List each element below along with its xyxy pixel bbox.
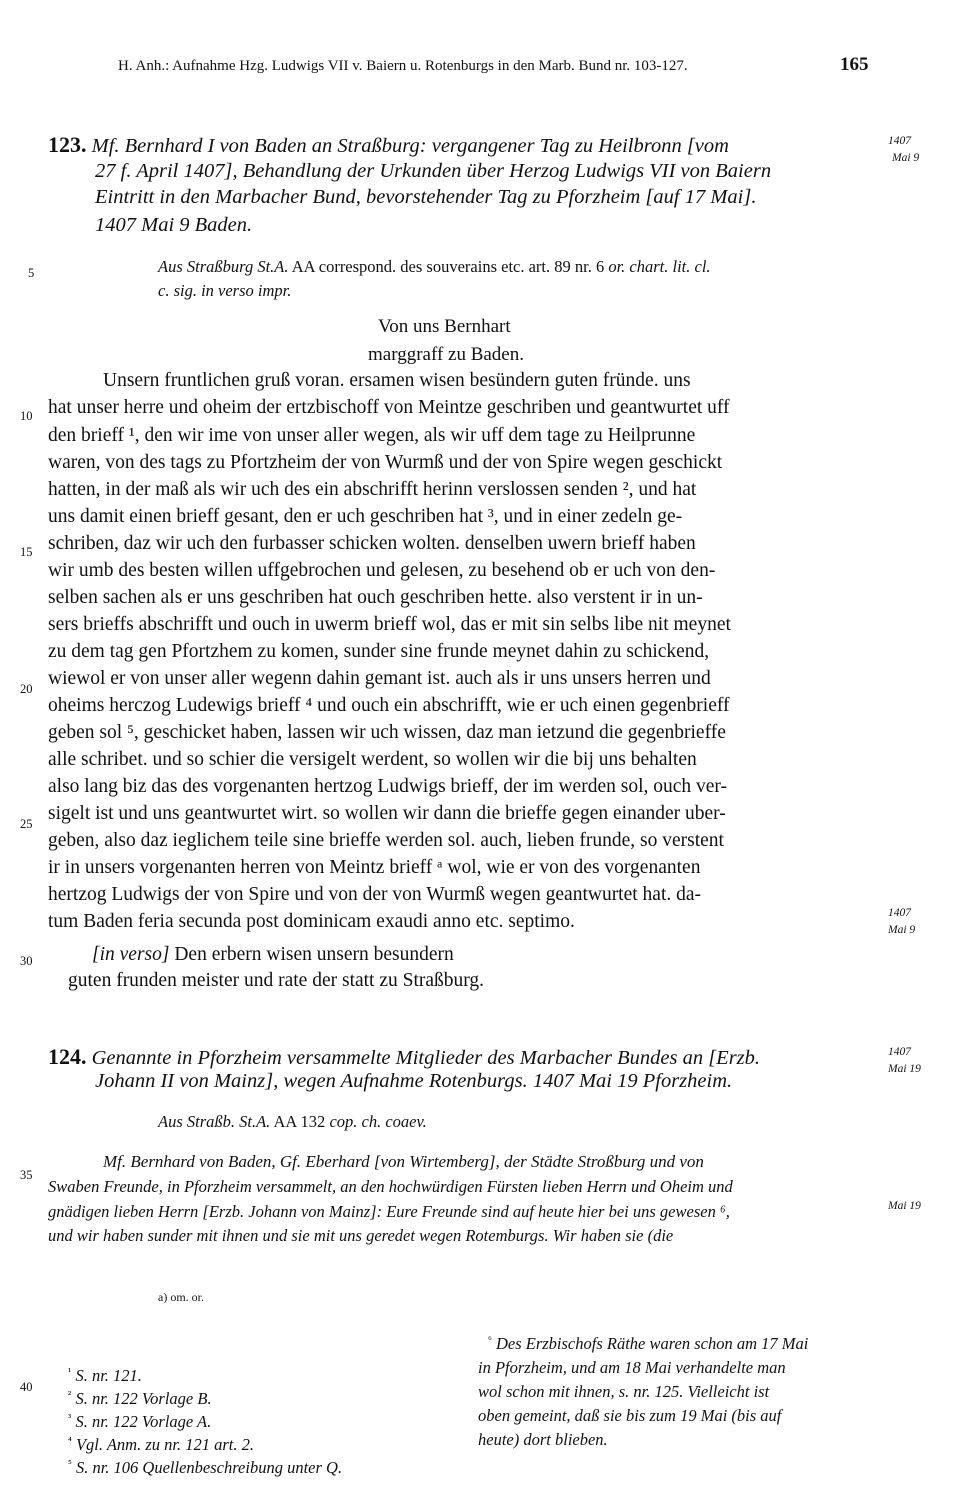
doc124-number: 124.	[48, 1044, 87, 1069]
line-number: 5	[28, 266, 35, 280]
doc123-number: 123.	[48, 132, 87, 157]
text-line: alle schribet. und so schier die versigelt werdent, so wollen wir die bij uns behalten	[48, 749, 697, 770]
line-number: 20	[20, 682, 33, 696]
page-number: 165	[840, 54, 869, 75]
line-number: 15	[20, 545, 33, 559]
doc123-rubric-line-2: 27 f. April 1407], Behandlung der Urkunden über Herzog Ludwigs VII von Baiern	[95, 160, 772, 182]
address-line-2: guten frunden meister und rate der statt zu Straßburg.	[68, 970, 485, 991]
text-line: geben, also daz ieglichem teile sine brieffe werden sol. auch, lieben frunde, so verstent	[48, 830, 724, 851]
text-line: hat unser herre und oheim der ertzbischoff von Meintze geschriben und geantwurtet uff	[48, 397, 730, 418]
text-line: schriben, daz wir uch den furbasser schicken wolten. denselben uwern brieff haben	[48, 533, 696, 554]
doc124-rubric-line-2: Johann II von Mainz], wegen Aufnahme Rotenburgs. 1407 Mai 19 Pforzheim.	[95, 1070, 733, 1092]
text-line: ir in unsers vorgenanten herren von Meintz brieff ᵃ wol, wie er von des vorgenanten	[48, 857, 701, 878]
doc124-rubric-line-1: 124. Genannte in Pforzheim versammelte Mitglieder des Marbacher Bundes an [Erzb.	[48, 1044, 761, 1069]
doc123-rubric-line-4: 1407 Mai 9 Baden.	[95, 214, 253, 236]
text-line: zu dem tag gen Pfortzhem zu komen, sunder sine frunde meynet dahin zu schickend,	[48, 641, 710, 662]
footnote: $^{^1}$ S. nr. 121.	[68, 1366, 142, 1385]
summary-line: gnädigen lieben Herrn [Erzb. Johann von Mainz]: Eure Freunde sind auf heute hier bei uns gewesen ⁶,	[48, 1202, 730, 1221]
line-number: 10	[20, 409, 33, 423]
line-number: 35	[20, 1168, 33, 1182]
footnote-6: $^{^6}$ Des Erzbischofs Räthe waren schon am 17 Mai	[488, 1334, 809, 1353]
text-line: also lang biz das des vorgenanten hertzog Ludwigs brieff, der im werden sol, ouch ver-	[48, 776, 728, 797]
doc123-margin-date: 1407 Mai 9	[888, 135, 920, 164]
line-number: 30	[20, 954, 33, 968]
text-line: oheims herczog Ludewigs brieff ⁴ und ouch ein abschrifft, wie er uch einen gegenbrieff	[48, 695, 730, 716]
text-line: tum Baden feria secunda post dominicam exaudi anno etc. septimo.	[48, 911, 575, 932]
text-line: den brieff ¹, den wir ime von unser aller wegen, als wir uff dem tage zu Heilprunne	[48, 425, 696, 446]
line-number: 40	[20, 1380, 33, 1394]
footnote: $^{^5}$ S. nr. 106 Quellenbeschreibung unter Q.	[68, 1458, 343, 1477]
doc124-summary-margin-date: Mai 19	[888, 1200, 921, 1212]
text-line: selben sachen als er uns geschriben hat ouch geschriben hette. also verstent ir in un-	[48, 587, 703, 608]
doc123-rubric-line-1: 123. Mf. Bernhard I von Baden an Straßburg: vergangener Tag zu Heilbronn [vom	[48, 132, 729, 157]
text-line: sigelt ist und uns geantwurtet wirt. so wollen wir dann die brieffe gegen einander uber-	[48, 803, 726, 824]
footnote: $^{^2}$ S. nr. 122 Vorlage B.	[68, 1389, 212, 1408]
address-line-1: [in verso] Den erbern wisen unsern besundern	[92, 944, 454, 965]
summary-line: und wir haben sunder mit ihnen und sie mit uns geredet wegen Rotemburgs. Wir haben sie (die	[48, 1226, 674, 1245]
footnote-6-line: oben gemeint, daß sie bis zum 19 Mai (bis auf	[478, 1406, 782, 1425]
footnote-6-line: heute) dort blieben.	[478, 1430, 608, 1449]
footnote-6-line: in Pforzheim, und am 18 Mai verhandelte man	[478, 1358, 786, 1377]
text-line: wir umb des besten willen uffgebrochen und gelesen, zu besehend ob er uch von den-	[48, 560, 716, 581]
footnote-6-line: wol schon mit ihnen, s. nr. 125. Vielleicht ist	[478, 1382, 770, 1401]
text-line: geben sol ⁵, geschicket haben, lassen wir uch wissen, daz man ietzund die gegenbrieffe	[48, 722, 726, 743]
textual-note-a: a) om. or.	[158, 1290, 204, 1304]
text-line: sers brieffs abschrifft und ouch in uwerm brieff wol, das er mit sin selbs libe nit meynet	[48, 614, 731, 635]
salutation-line-1: Von uns Bernhart	[378, 316, 511, 337]
doc124-source: Aus Straßb. St.A. AA 132 cop. ch. coaev.	[158, 1112, 427, 1131]
doc123-end-margin-date: 1407 Mai 9	[888, 907, 916, 936]
text-line: Unsern fruntlichen gruß voran. ersamen wisen besündern guten fründe. uns	[103, 370, 691, 391]
doc123-rubric-line-3: Eintritt in den Marbacher Bund, bevorstehender Tag zu Pforzheim [auf 17 Mai].	[95, 186, 757, 208]
salutation-line-2: marggraff zu Baden.	[368, 344, 524, 365]
text-line: uns damit einen brieff gesant, den er uch geschriben hat ³, und in einer zedeln ge-	[48, 506, 683, 527]
footnote: $^{^4}$ Vgl. Anm. zu nr. 121 art. 2.	[68, 1435, 254, 1454]
text-line: wiewol er von unser aller wegenn dahin gemant ist. auch als ir uns unsers herren und	[48, 668, 711, 689]
text-line: hatten, in der maß als wir uch des ein abschrifft herinn verslossen senden ², und hat	[48, 479, 697, 500]
text-line: waren, von des tags zu Pfortzheim der von Wurmß und der von Spire wegen geschickt	[48, 452, 723, 473]
summary-line: Swaben Freunde, in Pforzheim versammelt, an den hochwürdigen Fürsten lieben Herrn und Oheim und	[48, 1177, 733, 1196]
text-line: hertzog Ludwigs der von Spire und von der von Wurmß wegen geantwurtet hat. da-	[48, 884, 702, 905]
doc123-source-line-1: Aus Straßburg St.A. AA correspond. des souverains etc. art. 89 nr. 6 or. chart. lit. cl.	[158, 257, 711, 276]
doc124-margin-date: 1407 Mai 19	[888, 1046, 921, 1075]
summary-line: Mf. Bernhard von Baden, Gf. Eberhard [von Wirtemberg], der Städte Stroßburg und von	[103, 1152, 704, 1171]
running-title: H. Anh.: Aufnahme Hzg. Ludwigs VII v. Baiern u. Rotenburgs in den Marb. Bund nr. 103-127.	[118, 58, 688, 74]
doc123-source-line-2: c. sig. in verso impr.	[158, 281, 292, 300]
line-number: 25	[20, 817, 33, 831]
footnote: $^{^3}$ S. nr. 122 Vorlage A.	[68, 1412, 212, 1431]
